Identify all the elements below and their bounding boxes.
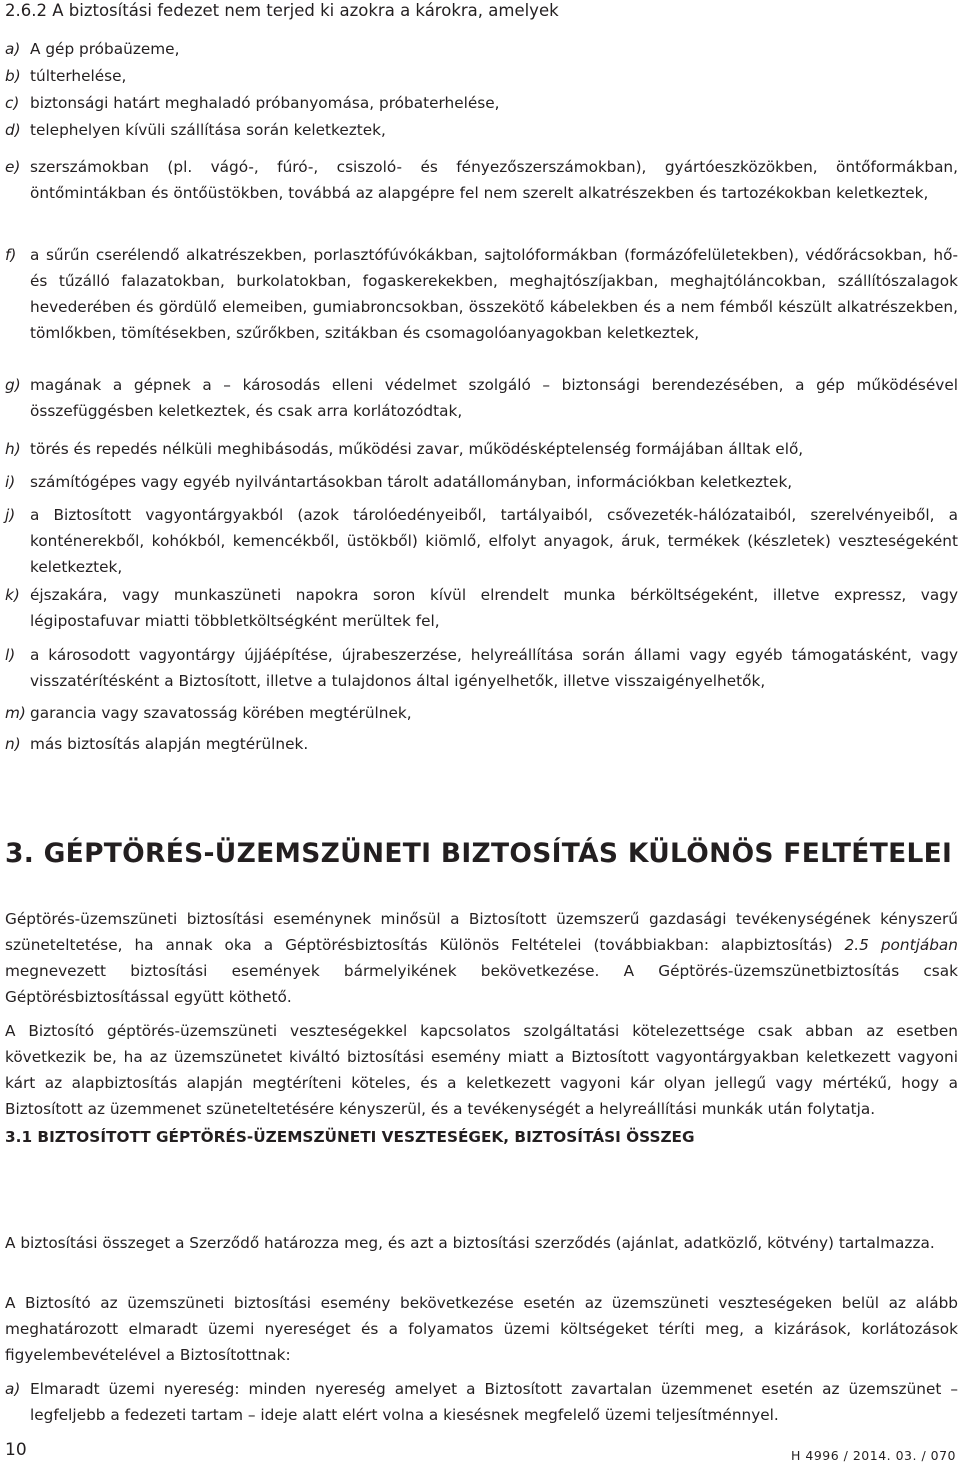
list-item-label: a) bbox=[5, 1380, 21, 1398]
chapter-paragraph-1 bbox=[5, 906, 958, 1010]
subsection-paragraph-2: A Biztosító az üzemszüneti biztosítási esemény bekövetkezése esetén az üzemszüneti veszteségeken belül az alább meghatározott elmaradt üzemi nyereséget és a folyamatos üzemi költségeket téríti meg, a kizárások, korlátozások figyelembevételével a Biztosítottnak: bbox=[5, 1294, 958, 1364]
page-number: 10 bbox=[5, 1440, 27, 1460]
list-item-text: más biztosítás alapján megtérülnek. bbox=[30, 735, 309, 753]
list-item bbox=[5, 502, 958, 580]
list-item-label: e) bbox=[5, 158, 21, 176]
list-item bbox=[5, 469, 958, 495]
list-item bbox=[5, 436, 958, 462]
list-item bbox=[5, 731, 958, 757]
list-item-text: garancia vagy szavatosság körében megtérülnek, bbox=[30, 704, 412, 722]
list-item bbox=[5, 63, 958, 89]
list-item bbox=[5, 582, 958, 634]
list-item-label: c) bbox=[5, 94, 20, 112]
section-title: 2.6.2 A biztosítási fedezet nem terjed ki azokra a károkra, amelyek bbox=[5, 1, 559, 20]
list-item-label: a) bbox=[5, 40, 21, 58]
list-item-text: telephelyen kívüli szállítása során keletkeztek, bbox=[30, 121, 386, 139]
list-item-text: magának a gépnek a – károsodás elleni védelmet szolgáló – biztonsági berendezésében, a gép működésével összefüggésben keletkeztek, és csak arra korlátozódtak, bbox=[30, 376, 958, 420]
list-item-text: számítógépes vagy egyéb nyilvántartásokban tárolt adatállományban, információkban keletkeztek, bbox=[30, 473, 793, 491]
list-item-label: n) bbox=[5, 735, 21, 753]
list-item bbox=[5, 90, 958, 116]
list-item bbox=[5, 154, 958, 206]
list-item-label: k) bbox=[5, 586, 20, 604]
list-item-label: f) bbox=[5, 246, 17, 264]
list-item-text: éjszakára, vagy munkaszüneti napokra soron kívül elrendelt munka bérköltségeként, illetve expressz, vagy légipostafuvar miatti többletköltségként merültek fel, bbox=[30, 586, 958, 630]
list-item-label: i) bbox=[5, 473, 16, 491]
list-item-label: l) bbox=[5, 646, 16, 664]
paragraph-text: Géptörés-üzemszüneti biztosítási eseménynek minősül a Biztosított üzemszerű gazdasági tevékenységének kényszerű szüneteltetése, ha annak oka a Géptörésbiztosítás Különös Feltételei (továbbiakban: alapbiztosítás) bbox=[5, 910, 958, 954]
list-item bbox=[5, 700, 958, 726]
list-item bbox=[5, 117, 958, 143]
list-item bbox=[5, 242, 958, 346]
list-item-label: j) bbox=[5, 506, 16, 524]
list-item bbox=[5, 372, 958, 424]
subsection-heading: 3.1 BIZTOSÍTOTT GÉPTÖRÉS-ÜZEMSZÜNETI VESZTESÉGEK, BIZTOSÍTÁSI ÖSSZEG bbox=[5, 1128, 695, 1146]
list-item-text: törés és repedés nélküli meghibásodás, működési zavar, működésképtelenség formájában álltak elő, bbox=[30, 440, 804, 458]
chapter-paragraph-2: A Biztosító géptörés-üzemszüneti veszteségekkel kapcsolatos szolgáltatási kötelezettsége csak abban az esetben következik be, ha az üzemszünetet kiváltó biztosítási esemény miatt a Biztosított vagyontárgyakban keletkezett vagyoni kárt az alapbiztosítás alapján megtéríteni köteles, és a keletkezett vagyoni kár olyan jellegű vagy mértékű, hogy a Biztosított az üzemmenet szüneteltetésére kényszerül, és a tevékenységét a helyreállítási munkák után folytatja. bbox=[5, 1022, 958, 1118]
list-item bbox=[5, 1376, 958, 1428]
list-item-label: d) bbox=[5, 121, 21, 139]
list-item-text: Elmaradt üzemi nyereség: minden nyereség amelyet a Biztosított zavartalan üzemmenet esetén az üzemszünet – legfeljebb a fedezeti tartam – ideje alatt elért volna a kiesésnek megfelelő üzemi teljesítménnyel. bbox=[30, 1380, 958, 1424]
list-item-text: a sűrűn cserélendő alkatrészekben, porlasztófúvókákban, sajtolóformákban (formázófelületekben), védőrácsokban, hő- és tűzálló falazatokban, burkolatokban, fogaskerekekben, meghajtószíjakban, meghajtóláncokban, szállítószalagok hevederében és gördülő elemeiben, gumiabroncsokban, összekötő kábelekben és a nem fémből készült alkatrészekben, tömlőkben, tömítésekben, szűrőkben, szitákban és csomagolóanyagokban keletkeztek, bbox=[30, 246, 958, 342]
list-item-text: A gép próbaüzeme, bbox=[30, 40, 180, 58]
document-code: H 4996 / 2014. 03. / 070 bbox=[791, 1448, 956, 1463]
list-item-label: h) bbox=[5, 440, 21, 458]
chapter-heading: 3. GÉPTÖRÉS-ÜZEMSZÜNETI BIZTOSÍTÁS KÜLÖNÖS FELTÉTELEI bbox=[5, 838, 953, 869]
list-item-label: m) bbox=[5, 704, 26, 722]
section-reference: 2.5 pontjában bbox=[844, 936, 958, 954]
list-item-label: g) bbox=[5, 376, 21, 394]
paragraph-text: megnevezett biztosítási események bármelyikének bekövetkezése. A Géptörés-üzemszünetbiztosítás csak Géptörésbiztosítással együtt köthető. bbox=[5, 962, 958, 1006]
list-item bbox=[5, 642, 958, 694]
list-item bbox=[5, 36, 958, 62]
list-item-text: biztonsági határt meghaladó próbanyomása, próbaterhelése, bbox=[30, 94, 500, 112]
list-item-text: szerszámokban (pl. vágó-, fúró-, csiszoló- és fényezőszerszámokban), gyártóeszközökben, öntőformákban, öntőmintákban és öntőüstökben, továbbá az alapgépre fel nem szerelt alkatrészekben és tartozékokban keletkeztek, bbox=[30, 158, 958, 202]
list-item-text: a károsodott vagyontárgy újjáépítése, újrabeszerzése, helyreállítása során állami vagy egyéb támogatásként, vagy visszatérítésként a Biztosított, illetve a tulajdonos által igényelhetők, illetve visszaigényelhetők, bbox=[30, 646, 958, 690]
subsection-paragraph-1: A biztosítási összeget a Szerződő határozza meg, és azt a biztosítási szerződés (ajánlat, adatközlő, kötvény) tartalmazza. bbox=[5, 1234, 935, 1252]
list-item-text: a Biztosított vagyontárgyakból (azok tárolóedényeiből, tartályaiból, csővezeték-hálózataiból, szerelvényeiből, a konténerekből, kohókból, kemencékből, üstökből) kiömlő, elfolyt anyagok, áruk, termékek (készletek) veszteségeként keletkeztek, bbox=[30, 506, 958, 576]
list-item-text: túlterhelése, bbox=[30, 67, 127, 85]
list-item-label: b) bbox=[5, 67, 21, 85]
